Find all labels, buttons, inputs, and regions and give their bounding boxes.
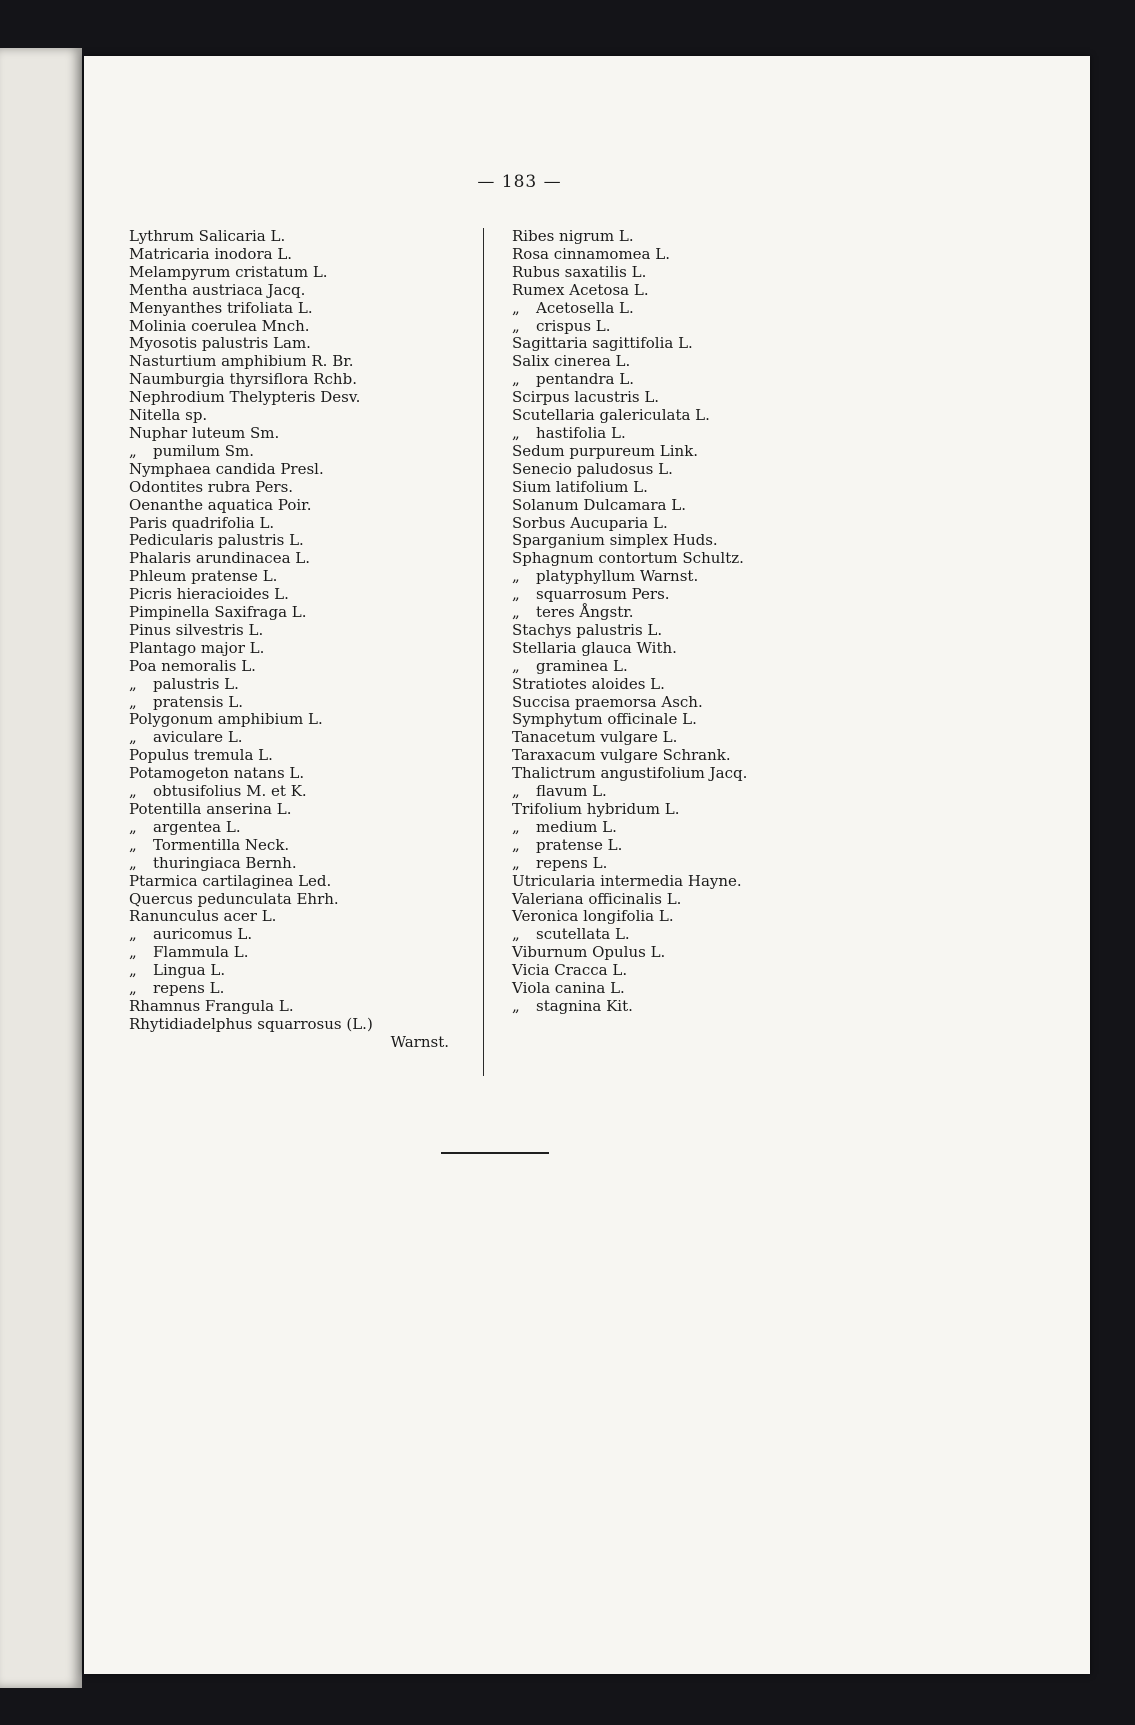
species-entry — [129, 640, 459, 658]
species-name: Nuphar luteum Sm. — [129, 423, 280, 442]
ditto-mark: „ — [129, 961, 137, 980]
species-entry — [512, 640, 842, 658]
species-entry — [129, 532, 459, 550]
species-entry — [512, 318, 842, 336]
species-name: medium L. — [536, 817, 617, 836]
species-entry — [512, 944, 842, 962]
species-name: pratensis L. — [153, 692, 243, 711]
end-rule — [441, 1152, 549, 1154]
species-name: Melampyrum cristatum L. — [129, 262, 328, 281]
species-name: Picris hieracioides L. — [129, 585, 289, 604]
species-name: platyphyllum Warnst. — [536, 567, 699, 586]
ditto-mark: „ — [129, 782, 137, 801]
species-name: Poa nemoralis L. — [129, 656, 256, 675]
species-entry — [512, 461, 842, 479]
species-name: crispus L. — [536, 316, 611, 335]
species-entry — [512, 658, 842, 676]
species-name: Rosa cinnamomea L. — [512, 244, 670, 263]
species-list-left — [129, 228, 459, 1052]
species-name: Phalaris arundinacea L. — [129, 549, 311, 568]
page-number: — 183 — — [477, 172, 562, 192]
species-entry — [129, 425, 459, 443]
ditto-mark: „ — [512, 567, 520, 586]
species-name: Scirpus lacustris L. — [512, 388, 660, 407]
species-entry — [129, 819, 459, 837]
species-entry — [129, 729, 459, 747]
species-name: Scutellaria galericulata L. — [512, 406, 710, 425]
species-entry — [129, 1034, 459, 1052]
species-entry — [129, 765, 459, 783]
species-name: stagnina Kit. — [536, 996, 633, 1015]
species-entry — [512, 783, 842, 801]
species-name: flavum L. — [536, 782, 607, 801]
species-entry — [512, 264, 842, 282]
species-name: Phleum pratense L. — [129, 567, 278, 586]
species-entry — [129, 604, 459, 622]
species-name: Paris quadrifolia L. — [129, 513, 275, 532]
species-name: Rhamnus Frangula L. — [129, 996, 294, 1015]
species-name: Rubus saxatilis L. — [512, 262, 647, 281]
species-name: scutellata L. — [536, 925, 630, 944]
species-name: Valeriana officinalis L. — [512, 889, 682, 908]
species-name: Sagittaria sagittifolia L. — [512, 334, 693, 353]
species-entry — [129, 980, 459, 998]
species-entry — [129, 515, 459, 533]
species-name: Rhytidiadelphus squarrosus (L.) — [129, 1014, 373, 1033]
facing-page-edge — [0, 48, 82, 1688]
species-entry — [129, 873, 459, 891]
species-name: hastifolia L. — [536, 423, 626, 442]
species-entry — [512, 711, 842, 729]
species-name: auricomus L. — [153, 925, 253, 944]
species-entry — [512, 353, 842, 371]
species-name: Sphagnum contortum Schultz. — [512, 549, 744, 568]
species-name: Plantago major L. — [129, 638, 265, 657]
species-name: Stachys palustris L. — [512, 620, 663, 639]
species-name: Taraxacum vulgare Schrank. — [512, 746, 731, 765]
ditto-mark: „ — [512, 298, 520, 317]
species-name: Stratiotes aloides L. — [512, 674, 665, 693]
ditto-mark: „ — [512, 817, 520, 836]
species-name: Warnst. — [390, 1032, 449, 1051]
species-entry — [512, 873, 842, 891]
species-name: palustris L. — [153, 674, 239, 693]
species-entry — [129, 550, 459, 568]
species-name: Molinia coerulea Mnch. — [129, 316, 310, 335]
species-entry — [129, 783, 459, 801]
species-entry — [512, 801, 842, 819]
species-name: repens L. — [153, 979, 225, 998]
species-name: Quercus pedunculata Ehrh. — [129, 889, 339, 908]
species-entry — [129, 622, 459, 640]
species-name: Pedicularis palustris L. — [129, 531, 304, 550]
species-name: Menyanthes trifoliata L. — [129, 298, 313, 317]
ditto-mark: „ — [512, 853, 520, 872]
species-name: pratense L. — [536, 835, 623, 854]
ditto-mark: „ — [512, 316, 520, 335]
species-entry — [129, 837, 459, 855]
species-name: Ptarmica cartilaginea Led. — [129, 871, 332, 890]
species-entry — [512, 855, 842, 873]
species-name: Rumex Acetosa L. — [512, 280, 649, 299]
book-page — [84, 56, 1090, 1674]
species-entry — [512, 335, 842, 353]
species-entry — [512, 550, 842, 568]
species-entry — [129, 962, 459, 980]
species-name: Mentha austriaca Jacq. — [129, 280, 306, 299]
ditto-mark: „ — [129, 853, 137, 872]
species-name: Nymphaea candida Presl. — [129, 459, 324, 478]
species-entry — [512, 676, 842, 694]
species-name: Stellaria glauca With. — [512, 638, 677, 657]
species-entry — [512, 837, 842, 855]
ditto-mark: „ — [129, 692, 137, 711]
species-name: Sparganium simplex Huds. — [512, 531, 718, 550]
species-name: thuringiaca Bernh. — [153, 853, 297, 872]
species-entry — [129, 389, 459, 407]
ditto-mark: „ — [512, 370, 520, 389]
species-entry — [512, 891, 842, 909]
ditto-mark: „ — [129, 925, 137, 944]
species-name: Solanum Dulcamara L. — [512, 495, 686, 514]
species-entry — [129, 998, 459, 1016]
species-entry — [512, 407, 842, 425]
species-entry — [129, 461, 459, 479]
species-entry — [129, 443, 459, 461]
species-entry — [129, 855, 459, 873]
species-entry — [512, 479, 842, 497]
species-entry — [512, 998, 842, 1016]
species-name: teres Ångstr. — [536, 603, 634, 622]
species-name: Trifolium hybridum L. — [512, 800, 680, 818]
species-entry — [512, 443, 842, 461]
species-entry — [129, 497, 459, 515]
species-entry — [129, 801, 459, 819]
species-name: Viola canina L. — [512, 979, 625, 998]
species-name: graminea L. — [536, 656, 628, 675]
species-name: Sedum purpureum Link. — [512, 441, 699, 460]
species-name: repens L. — [536, 853, 608, 872]
species-entry — [512, 729, 842, 747]
species-entry — [129, 407, 459, 425]
species-name: Acetosella L. — [536, 298, 634, 317]
species-entry — [512, 586, 842, 604]
species-entry — [512, 300, 842, 318]
species-entry — [512, 908, 842, 926]
ditto-mark: „ — [129, 728, 137, 747]
species-name: Symphytum officinale L. — [512, 710, 697, 729]
species-entry — [512, 819, 842, 837]
species-name: squarrosum Pers. — [536, 585, 670, 604]
ditto-mark: „ — [129, 441, 137, 460]
species-name: Salix cinerea L. — [512, 352, 631, 371]
ditto-mark: „ — [129, 943, 137, 962]
species-name: Sorbus Aucuparia L. — [512, 513, 668, 532]
species-entry — [512, 389, 842, 407]
species-name: aviculare L. — [153, 728, 243, 747]
species-name: Myosotis palustris Lam. — [129, 334, 311, 353]
ditto-mark: „ — [512, 996, 520, 1015]
species-name: Utricularia intermedia Hayne. — [512, 871, 742, 890]
species-entry — [129, 318, 459, 336]
species-entry — [129, 228, 459, 246]
species-name: Tanacetum vulgare L. — [512, 728, 678, 747]
species-entry — [512, 425, 842, 443]
species-entry — [512, 765, 842, 783]
species-name: Vicia Cracca L. — [512, 961, 628, 980]
species-name: Naumburgia thyrsiflora Rchb. — [129, 370, 357, 389]
species-entry — [512, 282, 842, 300]
species-entry — [129, 711, 459, 729]
species-name: Thalictrum angustifolium Jacq. — [512, 764, 748, 783]
species-entry — [512, 962, 842, 980]
species-entry — [512, 246, 842, 264]
species-name: Oenanthe aquatica Poir. — [129, 495, 312, 514]
species-name: Potentilla anserina L. — [129, 800, 292, 818]
species-list-right — [512, 228, 842, 1016]
species-name: Senecio paludosus L. — [512, 459, 673, 478]
species-entry — [129, 676, 459, 694]
species-name: Sium latifolium L. — [512, 477, 648, 496]
species-name: Succisa praemorsa Asch. — [512, 692, 703, 711]
column-divider — [483, 228, 484, 1076]
species-entry — [512, 532, 842, 550]
species-entry — [512, 747, 842, 765]
species-name: Pinus silvestris L. — [129, 620, 264, 639]
ditto-mark: „ — [129, 979, 137, 998]
species-name: Matricaria inodora L. — [129, 244, 293, 263]
species-entry — [129, 568, 459, 586]
ditto-mark: „ — [129, 674, 137, 693]
species-name: Populus tremula L. — [129, 746, 273, 765]
ditto-mark: „ — [512, 656, 520, 675]
species-name: Lythrum Salicaria L. — [129, 227, 286, 245]
species-entry — [129, 264, 459, 282]
species-entry — [512, 980, 842, 998]
ditto-mark: „ — [512, 423, 520, 442]
ditto-mark: „ — [512, 835, 520, 854]
species-entry — [512, 371, 842, 389]
species-entry — [512, 604, 842, 622]
species-entry — [129, 586, 459, 604]
species-name: Tormentilla Neck. — [153, 835, 290, 854]
species-name: argentea L. — [153, 817, 241, 836]
species-entry — [129, 479, 459, 497]
species-name: Polygonum amphibium L. — [129, 710, 323, 729]
species-name: Nephrodium Thelypteris Desv. — [129, 388, 361, 407]
species-entry — [129, 371, 459, 389]
species-name: Veronica longifolia L. — [512, 907, 674, 926]
ditto-mark: „ — [129, 835, 137, 854]
species-entry — [129, 353, 459, 371]
species-name: Pimpinella Saxifraga L. — [129, 603, 307, 622]
species-name: pentandra L. — [536, 370, 634, 389]
species-name: Potamogeton natans L. — [129, 764, 305, 783]
species-entry — [129, 282, 459, 300]
species-entry — [129, 747, 459, 765]
species-name: Viburnum Opulus L. — [512, 943, 666, 962]
species-name: pumilum Sm. — [153, 441, 255, 460]
species-name: Nitella sp. — [129, 406, 208, 425]
species-entry — [129, 300, 459, 318]
species-name: Lingua L. — [153, 961, 226, 980]
species-entry — [512, 515, 842, 533]
ditto-mark: „ — [512, 925, 520, 944]
species-entry — [129, 658, 459, 676]
species-entry — [512, 926, 842, 944]
species-entry — [129, 891, 459, 909]
species-entry — [129, 694, 459, 712]
species-name: Odontites rubra Pers. — [129, 477, 294, 496]
species-entry — [129, 926, 459, 944]
species-entry — [129, 908, 459, 926]
species-entry — [512, 497, 842, 515]
species-entry — [129, 1016, 459, 1034]
species-entry — [512, 228, 842, 246]
ditto-mark: „ — [129, 817, 137, 836]
species-entry — [129, 335, 459, 353]
species-entry — [512, 568, 842, 586]
species-entry — [512, 694, 842, 712]
species-name: Nasturtium amphibium R. Br. — [129, 352, 354, 371]
species-name: Flammula L. — [153, 943, 249, 962]
ditto-mark: „ — [512, 585, 520, 604]
species-name: Ranunculus acer L. — [129, 907, 277, 926]
ditto-mark: „ — [512, 782, 520, 801]
species-entry — [512, 622, 842, 640]
ditto-mark: „ — [512, 603, 520, 622]
species-name: Ribes nigrum L. — [512, 227, 634, 245]
species-entry — [129, 246, 459, 264]
species-name: obtusifolius M. et K. — [153, 782, 307, 801]
species-entry — [129, 944, 459, 962]
